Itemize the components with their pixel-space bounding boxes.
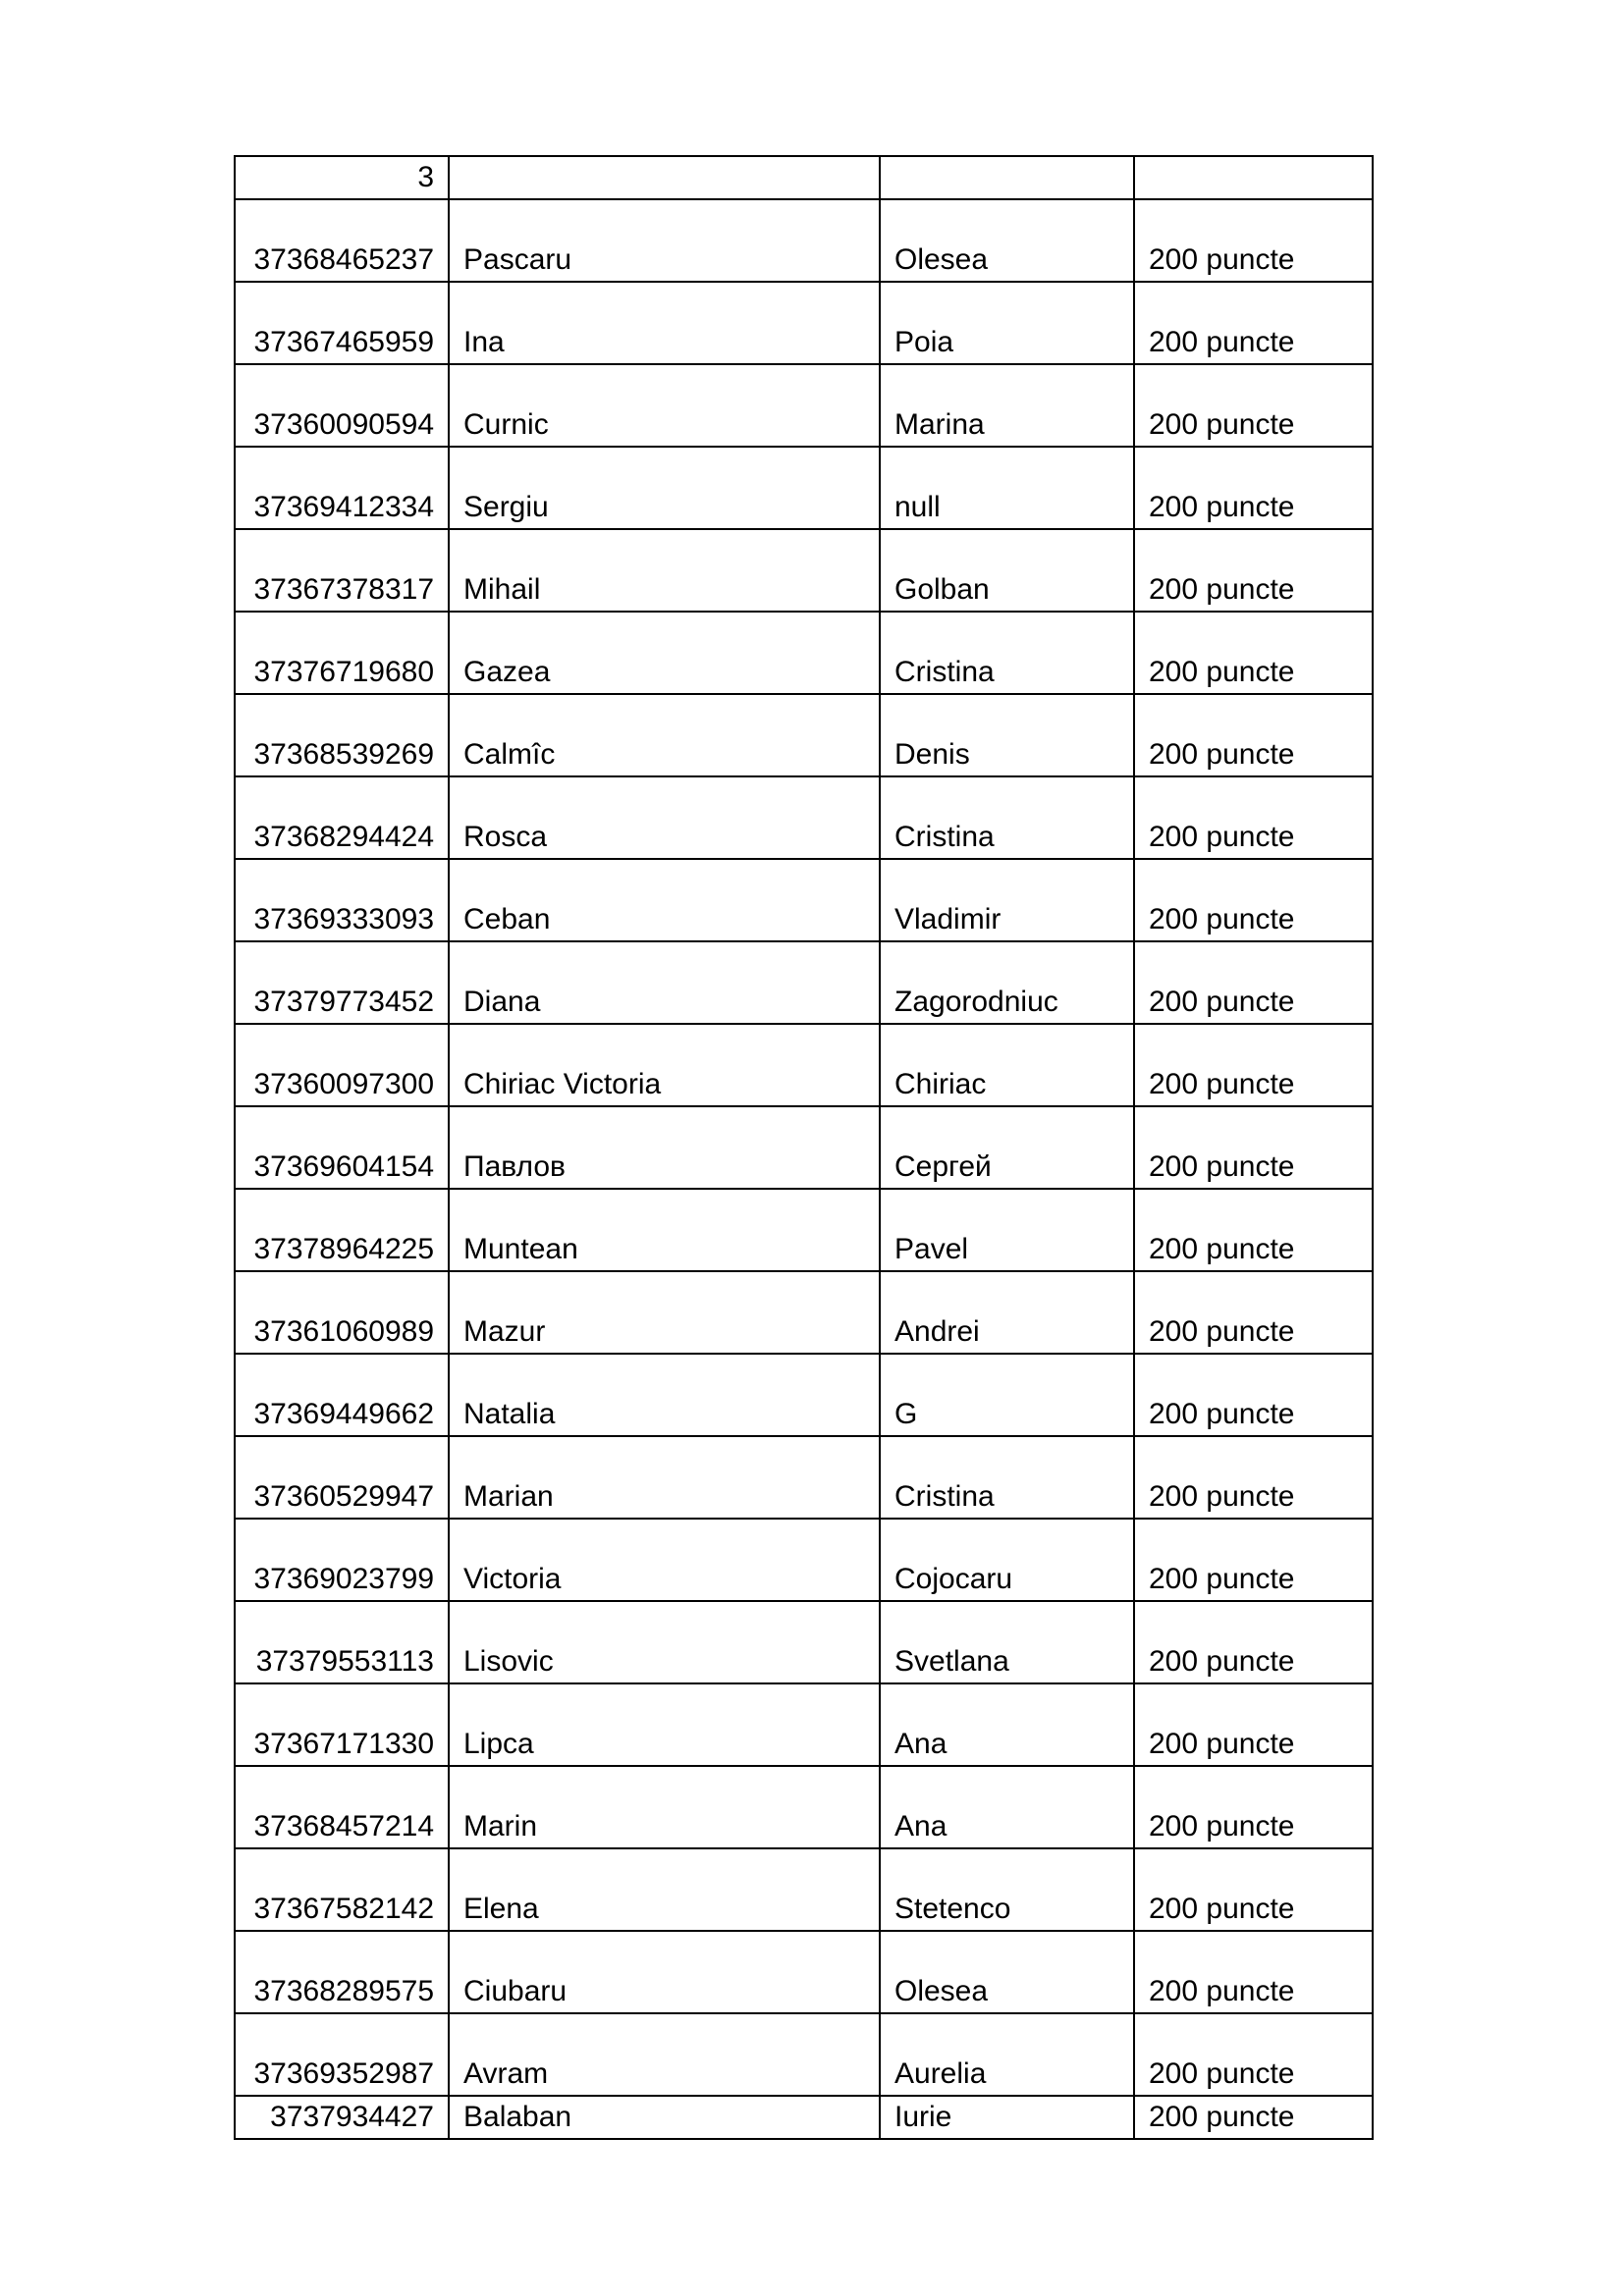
surname-cell: Poia bbox=[880, 282, 1134, 364]
surname-cell: Olesea bbox=[880, 199, 1134, 282]
surname-cell: Cristina bbox=[880, 1436, 1134, 1519]
surname-cell: Aurelia bbox=[880, 2013, 1134, 2096]
table-row bbox=[235, 447, 1373, 529]
phone-cell: 37369604154 bbox=[235, 1106, 449, 1189]
name-cell: Chiriac Victoria bbox=[449, 1024, 880, 1106]
surname-cell: Pavel bbox=[880, 1189, 1134, 1271]
phone-cell: 3737934427 bbox=[235, 2096, 449, 2139]
surname-cell: Cojocaru bbox=[880, 1519, 1134, 1601]
name-cell: Sergiu bbox=[449, 447, 880, 529]
name-cell: Calmîc bbox=[449, 694, 880, 776]
surname-cell: null bbox=[880, 447, 1134, 529]
points-cell: 200 puncte bbox=[1134, 1848, 1373, 1931]
points-cell: 200 puncte bbox=[1134, 1931, 1373, 2013]
name-cell: Ceban bbox=[449, 859, 880, 941]
phone-cell: 37376719680 bbox=[235, 612, 449, 694]
phone-cell: 37378964225 bbox=[235, 1189, 449, 1271]
table-row bbox=[235, 1024, 1373, 1106]
name-cell: Mihail bbox=[449, 529, 880, 612]
phone-cell: 37379553113 bbox=[235, 1601, 449, 1683]
table-row-continued bbox=[235, 156, 1373, 199]
points-cell: 200 puncte bbox=[1134, 1436, 1373, 1519]
name-cell: Elena bbox=[449, 1848, 880, 1931]
surname-cell: Chiriac bbox=[880, 1024, 1134, 1106]
name-cell: Victoria bbox=[449, 1519, 880, 1601]
surname-cell: G bbox=[880, 1354, 1134, 1436]
name-cell: Balaban bbox=[449, 2096, 880, 2139]
surname-cell: Cristina bbox=[880, 776, 1134, 859]
name-cell: Avram bbox=[449, 2013, 880, 2096]
table-row bbox=[235, 529, 1373, 612]
table-row bbox=[235, 1848, 1373, 1931]
name-cell: Curnic bbox=[449, 364, 880, 447]
points-cell: 200 puncte bbox=[1134, 199, 1373, 282]
table-row bbox=[235, 282, 1373, 364]
table-row bbox=[235, 694, 1373, 776]
table-row bbox=[235, 1354, 1373, 1436]
points-cell: 200 puncte bbox=[1134, 612, 1373, 694]
table-row bbox=[235, 1106, 1373, 1189]
name-cell bbox=[449, 156, 880, 199]
phone-cell: 37360097300 bbox=[235, 1024, 449, 1106]
phone-cell: 37369352987 bbox=[235, 2013, 449, 2096]
points-cell: 200 puncte bbox=[1134, 941, 1373, 1024]
points-cell: 200 puncte bbox=[1134, 447, 1373, 529]
name-cell: Marian bbox=[449, 1436, 880, 1519]
table-row bbox=[235, 776, 1373, 859]
points-cell: 200 puncte bbox=[1134, 2096, 1373, 2139]
name-cell: Natalia bbox=[449, 1354, 880, 1436]
table-row bbox=[235, 1189, 1373, 1271]
phone-cell: 37368457214 bbox=[235, 1766, 449, 1848]
phone-cell: 37367582142 bbox=[235, 1848, 449, 1931]
phone-cell: 37367378317 bbox=[235, 529, 449, 612]
name-cell: Lipca bbox=[449, 1683, 880, 1766]
name-cell: Lisovic bbox=[449, 1601, 880, 1683]
points-cell: 200 puncte bbox=[1134, 1601, 1373, 1683]
name-cell: Ciubaru bbox=[449, 1931, 880, 2013]
points-cell: 200 puncte bbox=[1134, 1354, 1373, 1436]
surname-cell bbox=[880, 156, 1134, 199]
surname-cell: Сергей bbox=[880, 1106, 1134, 1189]
table-row bbox=[235, 364, 1373, 447]
name-cell: Павлов bbox=[449, 1106, 880, 1189]
points-cell: 200 puncte bbox=[1134, 1024, 1373, 1106]
phone-cell: 37379773452 bbox=[235, 941, 449, 1024]
table-row bbox=[235, 1519, 1373, 1601]
surname-cell: Vladimir bbox=[880, 859, 1134, 941]
phone-cell: 3 bbox=[235, 156, 449, 199]
table-row bbox=[235, 859, 1373, 941]
surname-cell: Iurie bbox=[880, 2096, 1134, 2139]
name-cell: Pascaru bbox=[449, 199, 880, 282]
table-row bbox=[235, 2096, 1373, 2139]
phone-cell: 37368289575 bbox=[235, 1931, 449, 2013]
surname-cell: Cristina bbox=[880, 612, 1134, 694]
table-row bbox=[235, 1601, 1373, 1683]
table-row bbox=[235, 941, 1373, 1024]
table-row bbox=[235, 1271, 1373, 1354]
phone-cell: 37368539269 bbox=[235, 694, 449, 776]
points-cell: 200 puncte bbox=[1134, 2013, 1373, 2096]
points-cell: 200 puncte bbox=[1134, 776, 1373, 859]
table-row bbox=[235, 612, 1373, 694]
points-table bbox=[234, 155, 1374, 2140]
points-cell: 200 puncte bbox=[1134, 1189, 1373, 1271]
table-row bbox=[235, 1931, 1373, 2013]
table-row bbox=[235, 1436, 1373, 1519]
phone-cell: 37361060989 bbox=[235, 1271, 449, 1354]
points-cell: 200 puncte bbox=[1134, 1271, 1373, 1354]
points-cell bbox=[1134, 156, 1373, 199]
phone-cell: 37367171330 bbox=[235, 1683, 449, 1766]
table-row bbox=[235, 2013, 1373, 2096]
points-cell: 200 puncte bbox=[1134, 529, 1373, 612]
surname-cell: Denis bbox=[880, 694, 1134, 776]
phone-cell: 37360529947 bbox=[235, 1436, 449, 1519]
table-row bbox=[235, 1766, 1373, 1848]
points-cell: 200 puncte bbox=[1134, 694, 1373, 776]
surname-cell: Olesea bbox=[880, 1931, 1134, 2013]
name-cell: Rosca bbox=[449, 776, 880, 859]
surname-cell: Andrei bbox=[880, 1271, 1134, 1354]
phone-cell: 37368465237 bbox=[235, 199, 449, 282]
surname-cell: Marina bbox=[880, 364, 1134, 447]
phone-cell: 37369333093 bbox=[235, 859, 449, 941]
surname-cell: Stetenco bbox=[880, 1848, 1134, 1931]
table-body bbox=[235, 156, 1373, 2139]
points-cell: 200 puncte bbox=[1134, 364, 1373, 447]
surname-cell: Zagorodniuc bbox=[880, 941, 1134, 1024]
surname-cell: Ana bbox=[880, 1766, 1134, 1848]
name-cell: Mazur bbox=[449, 1271, 880, 1354]
table-row bbox=[235, 199, 1373, 282]
name-cell: Marin bbox=[449, 1766, 880, 1848]
phone-cell: 37369412334 bbox=[235, 447, 449, 529]
table-row bbox=[235, 1683, 1373, 1766]
name-cell: Ina bbox=[449, 282, 880, 364]
surname-cell: Golban bbox=[880, 529, 1134, 612]
phone-cell: 37360090594 bbox=[235, 364, 449, 447]
points-cell: 200 puncte bbox=[1134, 1766, 1373, 1848]
points-cell: 200 puncte bbox=[1134, 1683, 1373, 1766]
points-cell: 200 puncte bbox=[1134, 282, 1373, 364]
phone-cell: 37368294424 bbox=[235, 776, 449, 859]
name-cell: Muntean bbox=[449, 1189, 880, 1271]
name-cell: Diana bbox=[449, 941, 880, 1024]
points-cell: 200 puncte bbox=[1134, 1106, 1373, 1189]
name-cell: Gazea bbox=[449, 612, 880, 694]
phone-cell: 37367465959 bbox=[235, 282, 449, 364]
surname-cell: Svetlana bbox=[880, 1601, 1134, 1683]
phone-cell: 37369023799 bbox=[235, 1519, 449, 1601]
surname-cell: Ana bbox=[880, 1683, 1134, 1766]
phone-cell: 37369449662 bbox=[235, 1354, 449, 1436]
points-cell: 200 puncte bbox=[1134, 859, 1373, 941]
points-cell: 200 puncte bbox=[1134, 1519, 1373, 1601]
